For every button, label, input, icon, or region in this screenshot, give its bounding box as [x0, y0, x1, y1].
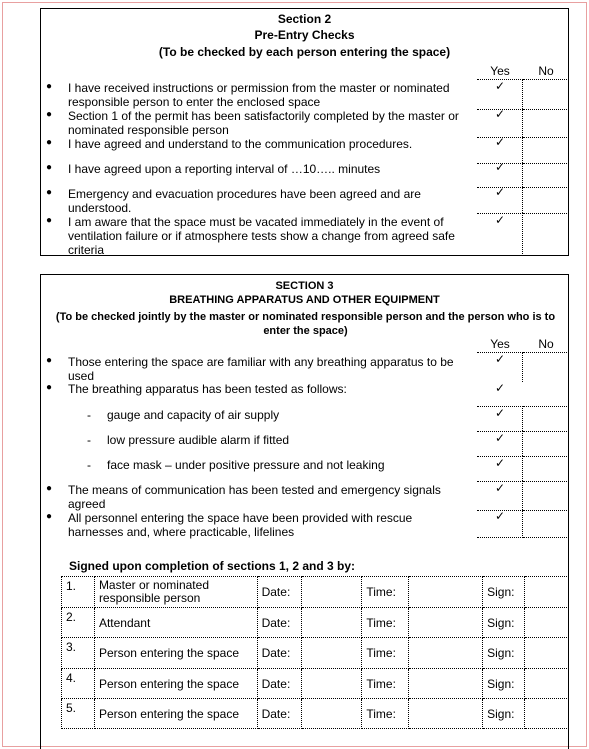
- checkmark-icon: ✓: [494, 456, 506, 470]
- time-field[interactable]: [409, 638, 483, 669]
- date-field[interactable]: [301, 638, 362, 669]
- section-3-subtitle: BREATHING APPARATUS AND OTHER EQUIPMENT: [169, 294, 440, 306]
- section-2-note: (To be checked by each person entering the space): [158, 45, 451, 59]
- dash-marker: -: [87, 458, 91, 472]
- check-cell[interactable]: [523, 431, 569, 456]
- check-cell[interactable]: [523, 79, 569, 109]
- no-column-header: No: [538, 337, 554, 351]
- bullet-icon: ●: [46, 511, 53, 522]
- row-number: 1.: [62, 577, 95, 608]
- checkmark-icon: ✓: [494, 431, 506, 445]
- item-text: I have agreed and understand to the communication procedures.: [68, 137, 413, 151]
- bullet-icon: ●: [46, 187, 53, 198]
- section-3-note: (To be checked jointly by the master or nominated responsible person and the person who is to enter the space): [55, 311, 556, 337]
- sign-field[interactable]: [525, 638, 569, 669]
- time-field[interactable]: [409, 577, 483, 608]
- item-text: I have agreed upon a reporting interval of …10….. minutes: [68, 162, 381, 176]
- role-label: Master or nominated responsible person: [94, 577, 257, 608]
- time-label: Time:: [362, 608, 409, 638]
- item-text: Those entering the space are familiar with any breathing apparatus to be used: [68, 355, 454, 383]
- role-label: Attendant: [94, 608, 257, 638]
- date-field[interactable]: [301, 608, 362, 638]
- signature-row: [62, 669, 569, 699]
- item-text: Emergency and evacuation procedures have been agreed and are understood.: [68, 187, 421, 215]
- no-column-header: No: [538, 64, 554, 78]
- check-cell[interactable]: [523, 406, 569, 431]
- item-text: The breathing apparatus has been tested as follows:: [68, 382, 347, 396]
- item-text: The means of communication has been tested and emergency signals agreed: [68, 483, 441, 511]
- signature-table: [61, 576, 569, 729]
- signature-row: [62, 699, 569, 729]
- section-2-box: [40, 8, 569, 256]
- sign-label: Sign:: [483, 608, 525, 638]
- sign-label: Sign:: [483, 638, 525, 669]
- date-field[interactable]: [301, 699, 362, 729]
- checkmark-icon: ✓: [494, 381, 506, 395]
- dash-marker: -: [87, 408, 91, 422]
- row-number: 3.: [62, 638, 95, 669]
- sign-field[interactable]: [525, 699, 569, 729]
- checkmark-icon: ✓: [494, 213, 506, 227]
- item-text: All personnel entering the space have been provided with rescue harnesses and, where practicable, lifelines: [68, 511, 413, 539]
- checkmark-icon: ✓: [494, 406, 506, 420]
- yes-column-header: Yes: [490, 64, 510, 78]
- item-text: gauge and capacity of air supply: [107, 408, 280, 422]
- row-number: 5.: [62, 699, 95, 729]
- item-text: I am aware that the space must be vacated immediately in the event of ventilation failure or if atmosphere tests show a change from agreed safe criteria: [68, 215, 455, 257]
- time-label: Time:: [362, 699, 409, 729]
- row-number: 2.: [62, 608, 95, 638]
- bullet-icon: ●: [46, 382, 53, 393]
- bullet-icon: ●: [46, 355, 53, 366]
- time-field[interactable]: [409, 699, 483, 729]
- row-number: 4.: [62, 669, 95, 699]
- signatures-title: Signed upon completion of sections 1, 2 and 3 by:: [69, 559, 356, 573]
- date-field[interactable]: [301, 669, 362, 699]
- section-3-title: SECTION 3: [275, 280, 334, 292]
- check-cell[interactable]: [523, 187, 569, 213]
- date-label: Date:: [257, 699, 301, 729]
- date-label: Date:: [257, 669, 301, 699]
- bullet-icon: ●: [46, 137, 53, 148]
- check-cell[interactable]: [523, 481, 569, 510]
- role-label: Person entering the space: [94, 699, 257, 729]
- sign-field[interactable]: [525, 669, 569, 699]
- checkmark-icon: ✓: [494, 160, 506, 174]
- checkmark-icon: ✓: [494, 509, 506, 523]
- time-label: Time:: [362, 638, 409, 669]
- section-2-title: Section 2: [277, 12, 332, 26]
- time-field[interactable]: [409, 669, 483, 699]
- date-label: Date:: [257, 638, 301, 669]
- role-label: Person entering the space: [94, 638, 257, 669]
- checkmark-icon: ✓: [494, 135, 506, 149]
- item-text: low pressure audible alarm if fitted: [107, 433, 290, 447]
- check-cell[interactable]: [523, 213, 569, 256]
- time-label: Time:: [362, 669, 409, 699]
- check-cell[interactable]: [523, 456, 569, 481]
- check-cell[interactable]: [523, 163, 569, 187]
- bullet-icon: ●: [46, 81, 53, 92]
- bullet-icon: ●: [46, 162, 53, 173]
- item-text: face mask – under positive pressure and not leaking: [107, 458, 385, 472]
- check-cell[interactable]: [523, 109, 569, 137]
- yes-column-header: Yes: [490, 337, 510, 351]
- checkmark-icon: ✓: [494, 107, 506, 121]
- date-field[interactable]: [301, 577, 362, 608]
- check-cell[interactable]: [523, 510, 569, 538]
- time-label: Time:: [362, 577, 409, 608]
- bullet-icon: ●: [46, 215, 53, 226]
- signature-row: [62, 577, 569, 608]
- checkmark-icon: ✓: [494, 481, 506, 495]
- signature-row: [62, 608, 569, 638]
- item-text: I have received instructions or permission from the master or nominated responsible person to enter the enclosed space: [68, 81, 450, 109]
- date-label: Date:: [257, 577, 301, 608]
- checkmark-icon: ✓: [494, 185, 506, 199]
- bullet-icon: ●: [46, 483, 53, 494]
- date-label: Date:: [257, 608, 301, 638]
- sign-label: Sign:: [483, 577, 525, 608]
- sign-field[interactable]: [525, 608, 569, 638]
- item-text: Section 1 of the permit has been satisfactorily completed by the master or nominated responsible person: [68, 109, 459, 137]
- time-field[interactable]: [409, 608, 483, 638]
- role-label: Person entering the space: [94, 669, 257, 699]
- section-3-box: [40, 274, 569, 749]
- section-2-subtitle: Pre-Entry Checks: [254, 28, 355, 42]
- dash-marker: -: [87, 433, 91, 447]
- signature-row: [62, 638, 569, 669]
- check-cell[interactable]: [523, 137, 569, 163]
- bullet-icon: ●: [46, 109, 53, 120]
- sign-label: Sign:: [483, 669, 525, 699]
- sign-label: Sign:: [483, 699, 525, 729]
- checkmark-icon: ✓: [494, 352, 506, 366]
- sign-field[interactable]: [525, 577, 569, 608]
- check-cell[interactable]: [523, 352, 569, 382]
- checkmark-icon: ✓: [494, 79, 506, 93]
